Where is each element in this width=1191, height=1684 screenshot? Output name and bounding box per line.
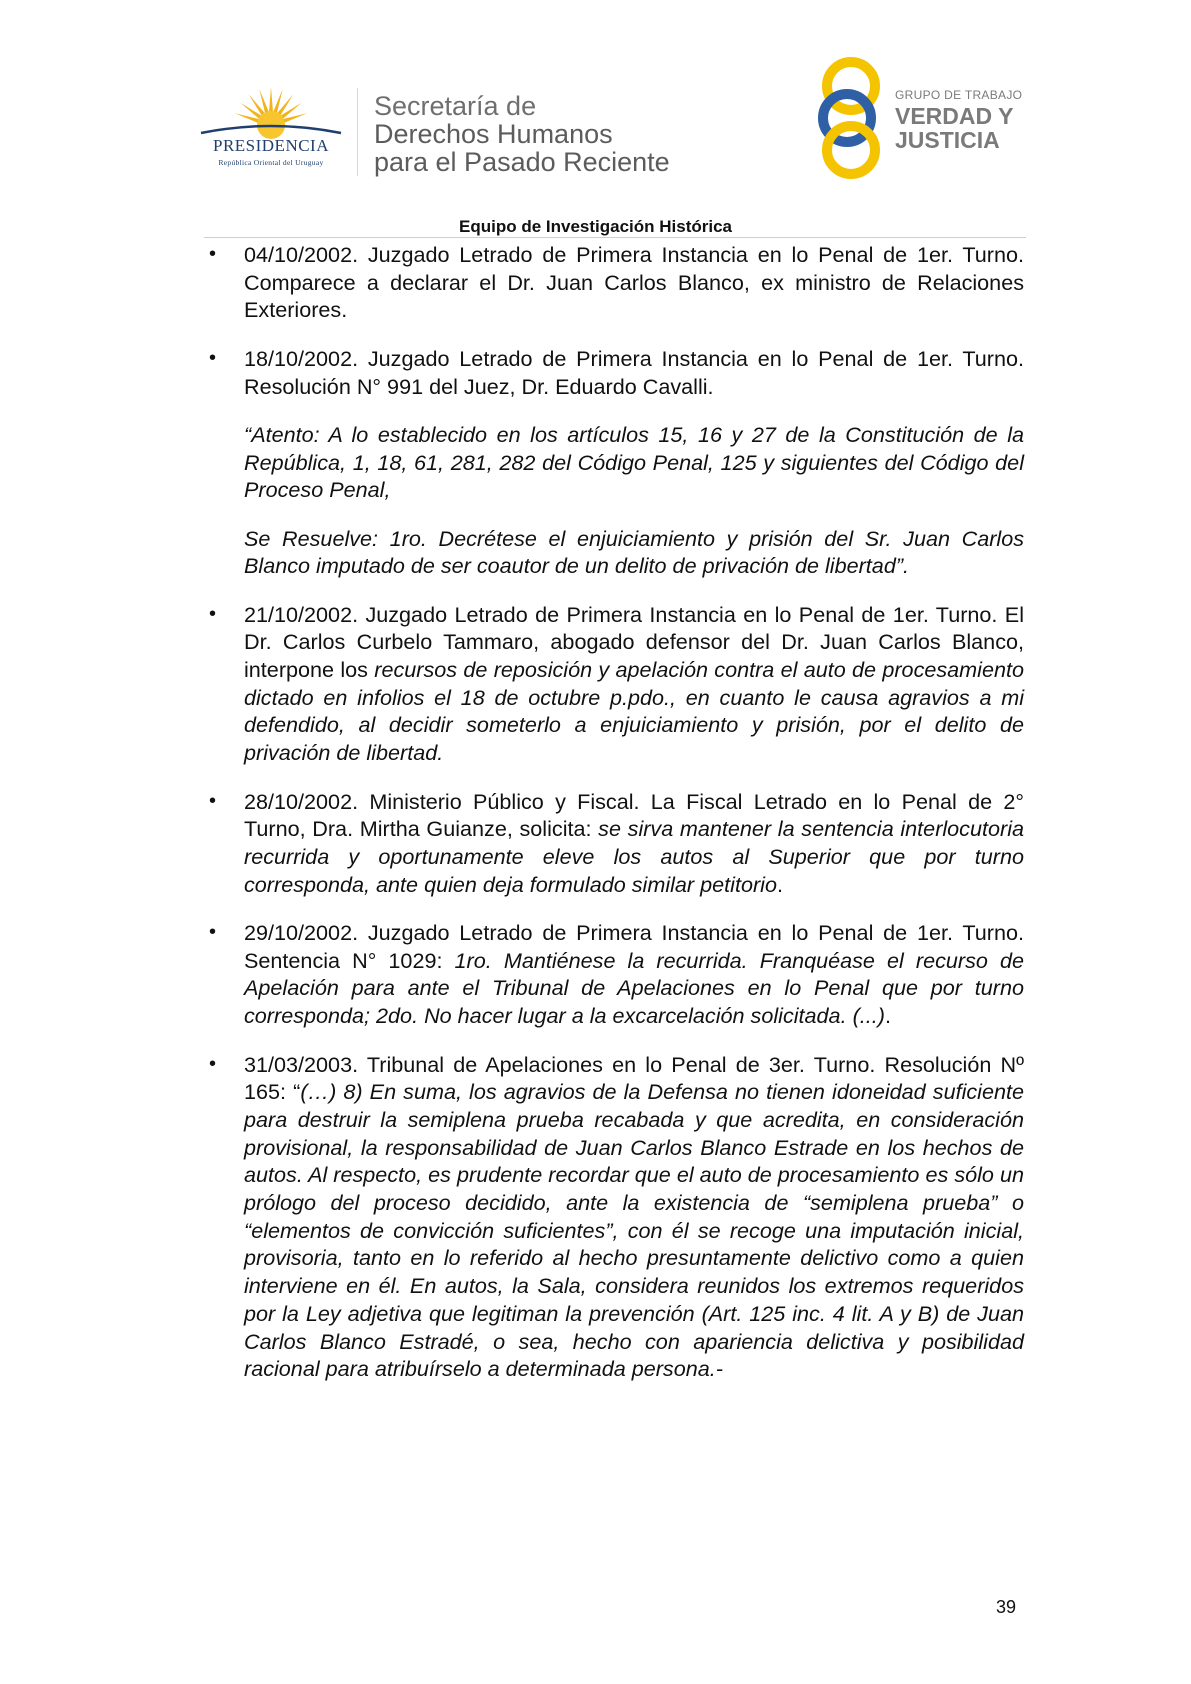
- secretaria-title: [374, 92, 670, 176]
- entry-text: 04/10/2002. Juzgado Letrado de Primera Instancia en lo Penal de 1er. Turno. Comparece a declarar el Dr. Juan Carlos Blanco, ex ministro de Relaciones Exteriores.: [244, 242, 1024, 323]
- entry-paragraph: [244, 601, 1024, 767]
- entry-text: 31/03/2003. Tribunal de Apelaciones en lo Penal de 3er. Turno. Resolución Nº 165: “: [244, 1051, 1024, 1105]
- bullet-icon: •: [209, 243, 217, 265]
- rings-emblem-icon: [815, 56, 885, 181]
- logo-divider: [357, 88, 358, 176]
- vj-small-title: GRUPO DE TRABAJO: [895, 88, 1023, 102]
- verdad-justicia-logo: [815, 56, 1025, 181]
- entry-paragraph: [244, 919, 1024, 1030]
- entry-text: 21/10/2002. Juzgado Letrado de Primera Instancia en lo Penal de 1er. Turno. El Dr. Carlos Curbelo Tammaro, abogado defensor del Dr. Juan Carlos Blanco, interpone los: [244, 601, 1024, 682]
- entry-tail: .: [776, 871, 783, 897]
- page-number: 39: [996, 1597, 1017, 1617]
- entry-paragraph: [244, 1051, 1024, 1383]
- entry-text: 28/10/2002. Ministerio Público y Fiscal. La Fiscal Letrado en lo Penal de 2° Turno, Dra. Mirtha Guianze, solicita:: [244, 788, 1024, 842]
- list-item: [209, 601, 1024, 767]
- bullet-icon: •: [209, 789, 217, 812]
- list-item: [209, 241, 1024, 324]
- document-body: [209, 241, 1024, 1404]
- vj-big-title: [895, 104, 1013, 152]
- entry-quote: (…) 8) En suma, los agravios de la Defensa no tienen idoneidad suficiente para destruir la semiplena prueba recabada y que acredita, en consideración provisional, la responsabilidad de Juan Carlos Blanco Estrade en los hechos de autos. Al respecto, es prudente recordar que el auto de procesamiento es sólo un prólogo del proceso decidido, ante la existencia de “semiplena prueba” o “elementos de convicción suficientes”, con él se recoge una imputación inicial, provisoria, tanto en lo referido al hecho presuntamente delictivo como a quien interviene en él. En autos, la Sala, considera reunidos los extremos requeridos por la Ley adjetiva que legitiman la prevención (Art. 125 inc. 4 lit. A y B) de Juan Carlos Blanco Estradé, o sea, hecho con apariencia delictiva y posibilidad racional para atribuírselo a determinada persona.-: [244, 1079, 1024, 1382]
- presidencia-name: PRESIDENCIA: [212, 136, 329, 155]
- bullet-icon: •: [209, 1052, 217, 1075]
- presidencia-logo: [196, 80, 346, 180]
- bullet-icon: •: [209, 921, 217, 943]
- vj-line-2: JUSTICIA: [895, 127, 1000, 153]
- entry-quote: recursos de reposición y apelación contra el auto de procesamiento dictado en infolios el 18 de octubre p.pdo., en cuanto le causa agravios a mi defendido, al decidir someterlo a enjuiciamiento y prisión, por el delito de privación de libertad.: [244, 657, 1024, 766]
- entry-tail: .: [884, 1003, 891, 1029]
- page-header: [0, 0, 1191, 236]
- bullet-icon: •: [209, 346, 217, 369]
- entry-quote: 1ro. Mantiénese la recurrida. Franquéase el recurso de Apelación para ante el Tribunal de Apelaciones en lo Penal que por turno corresponda; 2do. No hacer lugar a la excarcelación solicitada. (...): [244, 947, 1024, 1029]
- vj-line-1: VERDAD Y: [895, 103, 1014, 129]
- entry-paragraph: [244, 788, 1024, 899]
- entry-quote: “Atento: A lo establecido en los artículos 15, 16 y 27 de la Constitución de la República, 1, 18, 61, 281, 282 del Código Penal, 125 y siguientes del Código del Proceso Penal,: [244, 421, 1024, 503]
- entry-text: 29/10/2002. Juzgado Letrado de Primera Instancia en lo Penal de 1er. Turno. Sentencia N° 1029:: [244, 920, 1024, 973]
- team-title: Equipo de Investigación Histórica: [459, 217, 732, 236]
- entry-text: 18/10/2002. Juzgado Letrado de Primera Instancia en lo Penal de 1er. Turno. Resolución N° 991 del Juez, Dr. Eduardo Cavalli.: [244, 345, 1024, 399]
- secretaria-line-2: Derechos Humanos: [374, 119, 613, 149]
- list-item: [209, 788, 1024, 899]
- entry-quote: Se Resuelve: 1ro. Decrétese el enjuiciamiento y prisión del Sr. Juan Carlos Blanco imputado de ser coautor de un delito de privación de libertad”.: [244, 525, 1024, 579]
- presidencia-subtitle: República Oriental del Uruguay: [218, 158, 324, 167]
- header-rule: [204, 237, 1026, 238]
- bullet-icon: •: [209, 602, 217, 625]
- secretaria-line-1: Secretaría de: [374, 91, 537, 121]
- list-item: [209, 919, 1024, 1030]
- sun-emblem-icon: [196, 80, 346, 140]
- list-item: [209, 345, 1024, 580]
- secretaria-line-3: para el Pasado Reciente: [374, 147, 670, 177]
- list-item: [209, 1051, 1024, 1383]
- entry-quote: se sirva mantener la sentencia interlocutoria recurrida y oportunamente eleve los autos al Superior que por turno corresponda, ante quien deja formulado similar petitorio: [244, 816, 1024, 897]
